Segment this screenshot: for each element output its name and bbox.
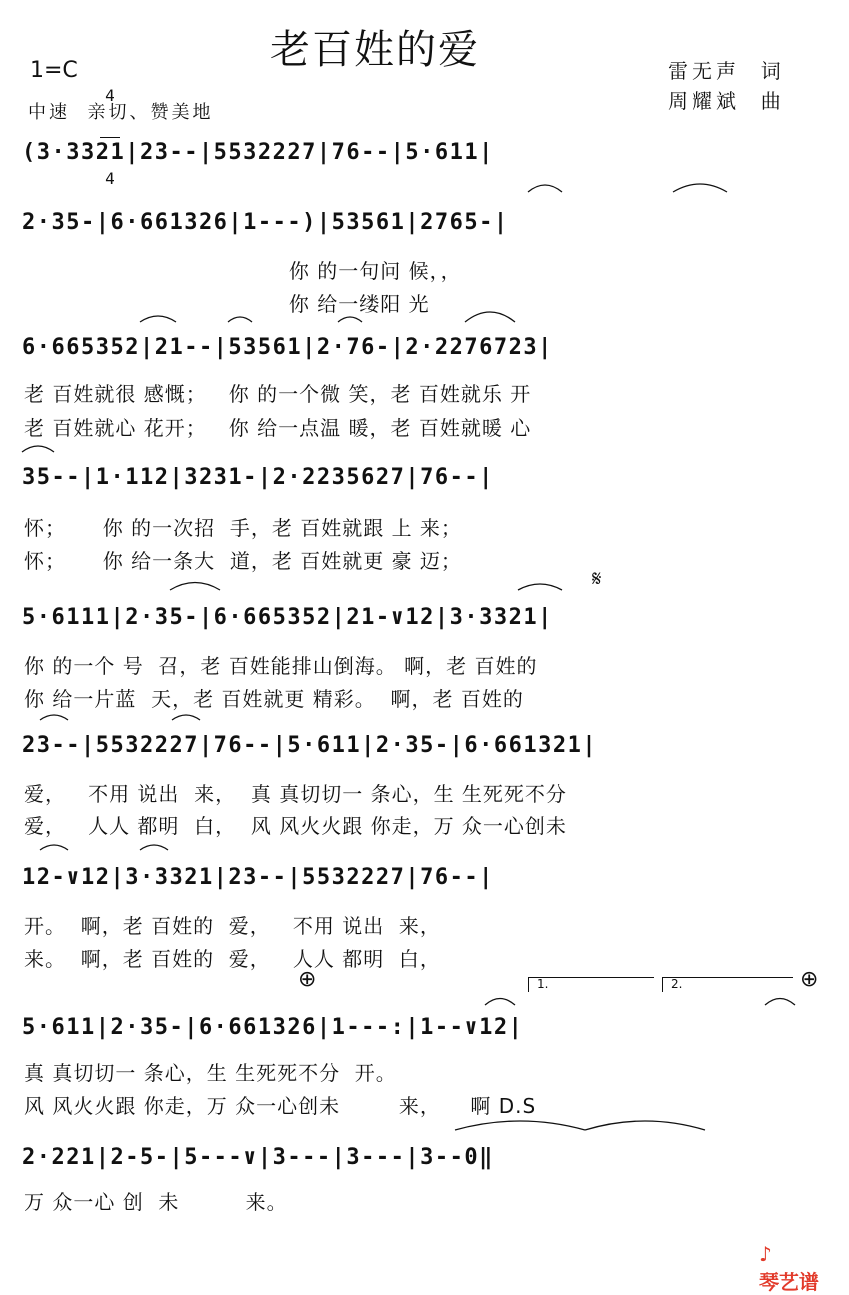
slur-arc — [765, 999, 795, 1006]
slur-arc — [40, 715, 68, 720]
slur-arc — [140, 845, 168, 850]
system-9-lyric-1: 万 众一心 创 未 来。 — [24, 1190, 288, 1214]
system-6-lyric-2: 爱， 人人 都明 白， 风 风火火跟 你走，万 众一心创未 — [24, 814, 567, 838]
system-2-lyric-2: 你 给一缕阳 光 — [24, 292, 430, 316]
system-5-lyric-2: 你 给一片蓝 天，老 百姓就更 精彩。 啊，老 百姓的 — [24, 687, 524, 711]
system-3-notes: 6·665352|21--|53561|2·76-|2·2276723| — [22, 335, 553, 360]
system-4-notes: 35--|1·112|3231-|2·2235627|76--| — [22, 465, 494, 490]
watermark-logo — [745, 1218, 819, 1295]
slur-arc — [585, 1121, 705, 1130]
slur-arc — [528, 185, 562, 192]
key-signature: 1=C — [30, 58, 78, 83]
slur-arc — [40, 845, 68, 850]
coda-mark-1: ⊕ — [298, 967, 317, 992]
system-4-lyric-1: 怀； 你 的一次招 手，老 百姓就跟 上 来； — [24, 516, 462, 540]
system-1-notes: (3·3321|23--|5532227|76--|5·611| — [22, 140, 494, 165]
system-3-lyric-1: 老 百姓就很 感慨； 你 的一个微 笑，老 百姓就乐 开 — [24, 382, 532, 406]
system-6-notes: 23--|5532227|76--|5·611|2·35-|6·661321| — [22, 733, 598, 758]
system-8-notes: 5·611|2·35-|6·661326|1---:|1--∨12| — [22, 1015, 524, 1040]
system-8-lyric-2: 风 风火火跟 你走，万 众一心创未 来， 啊 D.S — [24, 1094, 537, 1118]
slur-arc — [22, 446, 54, 452]
slur-arc — [338, 317, 362, 322]
slur-arc — [673, 184, 727, 192]
system-6-lyric-1: 爱， 不用 说出 来， 真 真切切一 条心，生 生死死不分 — [24, 782, 567, 806]
ending-2-label: 2. — [671, 977, 683, 991]
time-signature-top: 4 — [105, 86, 115, 105]
slur-arc — [485, 999, 515, 1006]
composer-credit: 周耀斌 曲 — [668, 89, 785, 113]
ending-1-label: 1. — [537, 977, 549, 991]
system-9-notes: 2·221|2-5-|5---∨|3---|3---|3--0‖ — [22, 1145, 494, 1170]
system-2-notes: 2·35-|6·661326|1---)|53561|2765-| — [22, 210, 509, 235]
system-2-lyric-1: 你 的一句问 候，， — [24, 259, 462, 283]
system-7-notes: 12-∨12|3·3321|23--|5532227|76--| — [22, 865, 494, 890]
segno-mark: 𝄋 — [592, 567, 602, 592]
system-7-lyric-1: 开。 啊，老 百姓的 爱， 不用 说出 来， — [24, 914, 441, 938]
system-8-lyric-1: 真 真切切一 条心，生 生死死不分 开。 — [24, 1061, 397, 1085]
system-4-lyric-2: 怀； 你 给一条大 道，老 百姓就更 豪 迈； — [24, 549, 462, 573]
slur-arc — [140, 316, 176, 322]
note-logo-icon: ♪ — [758, 1242, 772, 1266]
slur-arc — [228, 317, 252, 322]
time-signature-bottom: 4 — [105, 169, 115, 188]
system-7-lyric-2: 来。 啊，老 百姓的 爱， 人人 都明 白， — [24, 947, 441, 971]
slur-arc — [465, 312, 515, 322]
tempo-marking: 中速 亲切、赞美地 — [28, 102, 214, 123]
system-3-lyric-2: 老 百姓就心 花开； 你 给一点温 暖，老 百姓就暖 心 — [24, 416, 532, 440]
watermark-text: 琴艺谱 — [758, 1270, 819, 1294]
song-title: 老百姓的爱 — [270, 27, 480, 73]
slur-arc — [172, 715, 200, 720]
system-5-notes: 5·6111|2·35-|6·665352|21-∨12|3·3321| — [22, 605, 553, 630]
slur-arc — [455, 1121, 585, 1130]
slur-arc — [170, 583, 220, 591]
system-5-lyric-1: 你 的一个 号 召，老 百姓能排山倒海。 啊，老 百姓的 — [24, 654, 538, 678]
lyricist-credit: 雷无声 词 — [668, 59, 785, 83]
slur-arc — [518, 584, 562, 590]
coda-mark-2: ⊕ — [800, 967, 819, 992]
